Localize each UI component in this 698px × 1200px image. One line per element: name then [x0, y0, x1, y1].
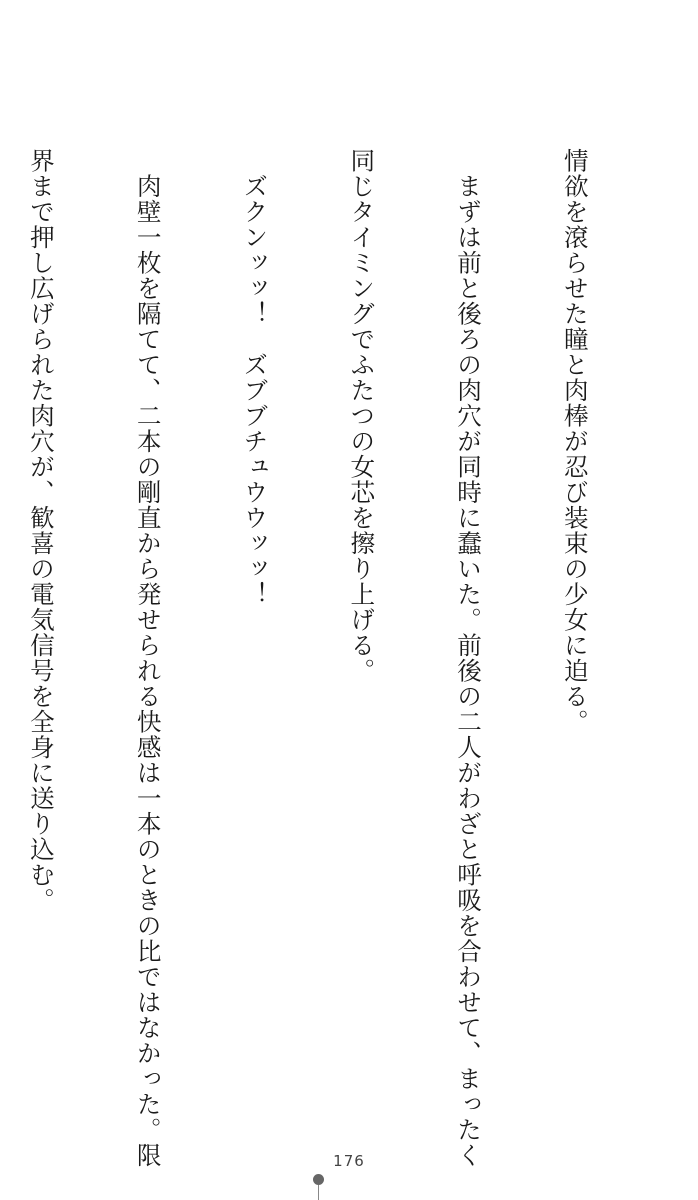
page-number: 176 [333, 1152, 365, 1170]
folio-dot-icon [313, 1174, 324, 1185]
text-line: 肉壁一枚を隔てて、二本の剛直から発せられる快感は一本のときの比ではなかった。限 [133, 148, 163, 1168]
text-line: ズクンッッ！ ズブブチュウウッッ！ [240, 148, 270, 607]
text-line: 同じタイミングでふたつの女芯を擦り上げる。 [347, 148, 377, 684]
text-line: 界まで押し広げられた肉穴が、歓喜の電気信号を全身に送り込む。 [26, 148, 56, 913]
folio-tick-icon [318, 1185, 319, 1200]
text-line: まずは前と後ろの肉穴が同時に蠢いた。前後の二人がわざと呼吸を合わせて、まったく [454, 148, 484, 1168]
text-line: 情欲を滾らせた瞳と肉棒が忍び装束の少女に迫る。 [560, 148, 590, 735]
